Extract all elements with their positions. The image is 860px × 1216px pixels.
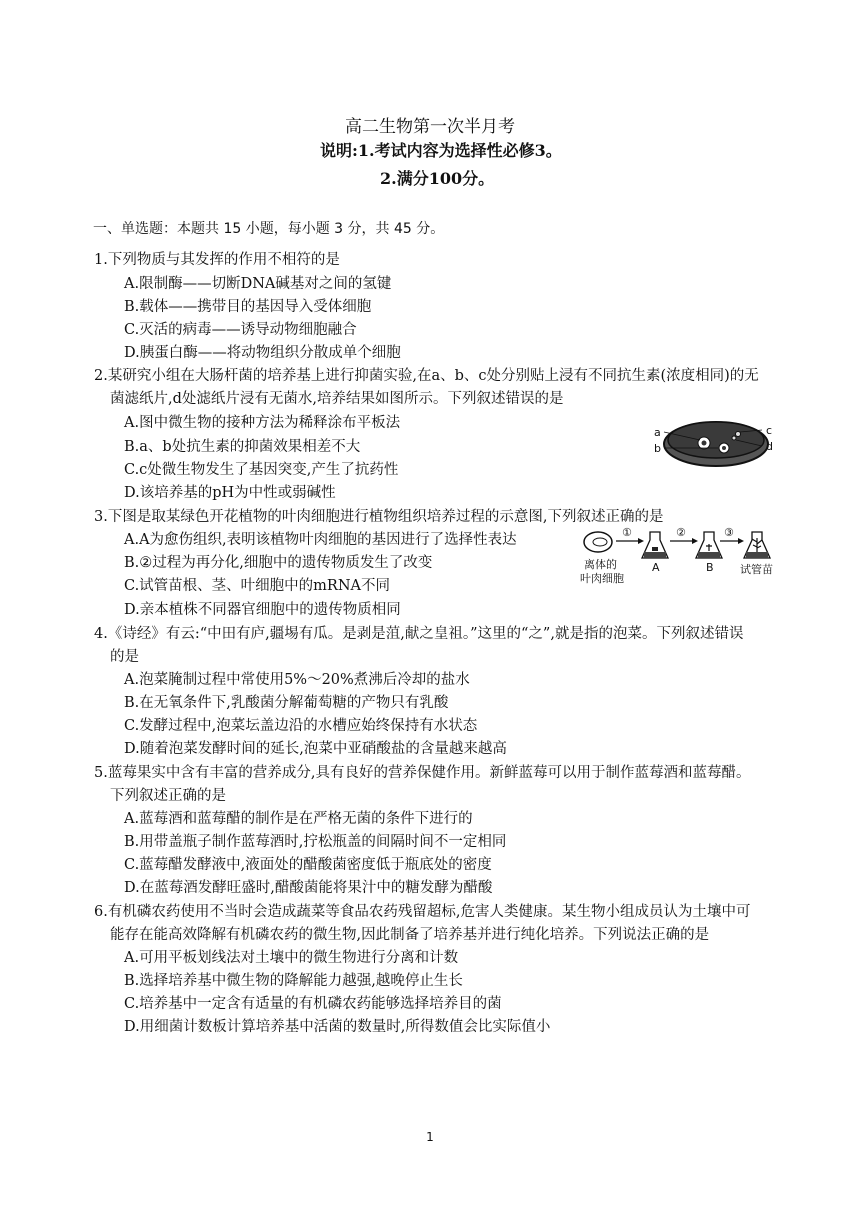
question-1-option-b: B.载体——携带目的基因导入受体细胞 [124, 299, 372, 315]
step-2-label: ② [676, 526, 686, 539]
question-1-option-d: D.胰蛋白酶——将动物组织分散成单个细胞 [124, 345, 401, 361]
question-1-stem: 1.下列物质与其发挥的作用不相符的是 [94, 252, 340, 268]
question-5-option-c: C.蓝莓醋发酵液中,液面处的醋酸菌密度低于瓶底处的密度 [124, 857, 492, 873]
exam-note-2: 2.满分100分。 [380, 169, 495, 188]
question-5-option-d: D.在蓝莓酒发酵旺盛时,醋酸菌能将果汁中的糖发酵为醋酸 [124, 880, 493, 896]
question-4-option-b: B.在无氧条件下,乳酸菌分解葡萄糖的产物只有乳酸 [124, 695, 449, 711]
question-4-stem-line-1: 4.《诗经》有云:“中田有庐,疆埸有瓜。是剥是菹,献之皇祖。”这里的“之”,就是指的泡菜。下列叙述错误 [94, 626, 744, 642]
petri-label-b: b [654, 442, 661, 455]
question-1-option-a: A.限制酶——切断DNA碱基对之间的氢键 [124, 276, 392, 292]
question-6-stem-line-1: 6.有机磷农药使用不当时会造成蔬菜等食品农药残留超标,危害人类健康。某生物小组成员认为土壤中可 [94, 904, 751, 920]
question-4-option-a: A.泡菜腌制过程中常使用5%～20%煮沸后冷却的盐水 [124, 672, 470, 688]
question-5-stem-line-1: 5.蓝莓果实中含有丰富的营养成分,具有良好的营养保健作用。新鲜蓝莓可以用于制作蓝莓酒和蓝莓醋。 [94, 765, 751, 781]
question-6-stem-line-2: 能存在能高效降解有机磷农药的微生物,因此制备了培养基并进行纯化培养。下列说法正确的是 [110, 927, 710, 943]
petri-label-d: d [766, 440, 773, 453]
question-5-option-b: B.用带盖瓶子制作蓝莓酒时,拧松瓶盖的间隔时间不一定相同 [124, 834, 507, 850]
leaf-cell-label-2: 叶肉细胞 [580, 572, 624, 585]
question-2-stem-line-1: 2.某研究小组在大肠杆菌的培养基上进行抑菌实验,在a、b、c处分别贴上浸有不同抗生素(浓度相同)的无 [94, 368, 759, 384]
page-title: 高二生物第一次半月考 [345, 117, 515, 137]
question-3-option-c: C.试管苗根、茎、叶细胞中的mRNA不同 [124, 578, 391, 594]
question-2-option-a: A.图中微生物的接种方法为稀释涂布平板法 [124, 415, 401, 431]
petri-label-a: a [654, 426, 661, 439]
petri-label-c: c [766, 424, 773, 437]
question-4-stem-line-2: 的是 [110, 649, 139, 665]
question-3-option-a: A.A为愈伤组织,表明该植物叶肉细胞的基因进行了选择性表达 [124, 532, 517, 548]
tissue-culture-figure [580, 528, 780, 586]
question-5-stem-line-2: 下列叙述正确的是 [110, 788, 226, 804]
flask-a-label: A [652, 561, 660, 574]
petri-dish-drawing [650, 410, 780, 472]
section-heading: 一、单选题：本题共 15 小题，每小题 3 分，共 45 分。 [93, 221, 445, 237]
question-3-stem: 3.下图是取某绿色开花植物的叶肉细胞进行植物组织培养过程的示意图,下列叙述正确的是 [94, 509, 664, 525]
exam-note-1: 说明:1.考试内容为选择性必修3。 [320, 141, 562, 160]
step-1-label: ① [622, 526, 632, 539]
question-3-option-b: B.②过程为再分化,细胞中的遗传物质发生了改变 [124, 555, 433, 571]
question-4-option-c: C.发酵过程中,泡菜坛盖边沿的水槽应始终保持有水状态 [124, 718, 478, 734]
question-2-option-b: B.a、b处抗生素的抑菌效果相差不大 [124, 439, 361, 455]
flask-b-label: B [706, 561, 714, 574]
question-5-option-a: A.蓝莓酒和蓝莓醋的制作是在严格无菌的条件下进行的 [124, 811, 473, 827]
page-number: 1 [426, 1130, 434, 1144]
question-6-option-d: D.用细菌计数板计算培养基中活菌的数量时,所得数值会比实际值小 [124, 1019, 551, 1035]
question-4-option-d: D.随着泡菜发酵时间的延长,泡菜中亚硝酸盐的含量越来越高 [124, 741, 507, 757]
leaf-cell-label-1: 离体的 [584, 558, 617, 571]
question-3-option-d: D.亲本植株不同器官细胞中的遗传物质相同 [124, 602, 401, 618]
question-2-option-d: D.该培养基的pH为中性或弱碱性 [124, 485, 336, 501]
step-3-label: ③ [724, 526, 734, 539]
question-2-option-c: C.c处微生物发生了基因突变,产生了抗药性 [124, 462, 399, 478]
seedling-label: 试管苗 [740, 563, 773, 576]
question-6-option-a: A.可用平板划线法对土壤中的微生物进行分离和计数 [124, 950, 459, 966]
question-1-option-c: C.灭活的病毒——诱导动物细胞融合 [124, 322, 357, 338]
question-6-option-c: C.培养基中一定含有适量的有机磷农药能够选择培养目的菌 [124, 996, 502, 1012]
question-6-option-b: B.选择培养基中微生物的降解能力越强,越晚停止生长 [124, 973, 463, 989]
question-2-stem-line-2: 菌滤纸片,d处滤纸片浸有无菌水,培养结果如图所示。下列叙述错误的是 [110, 391, 564, 407]
petri-dish-figure [650, 410, 780, 472]
